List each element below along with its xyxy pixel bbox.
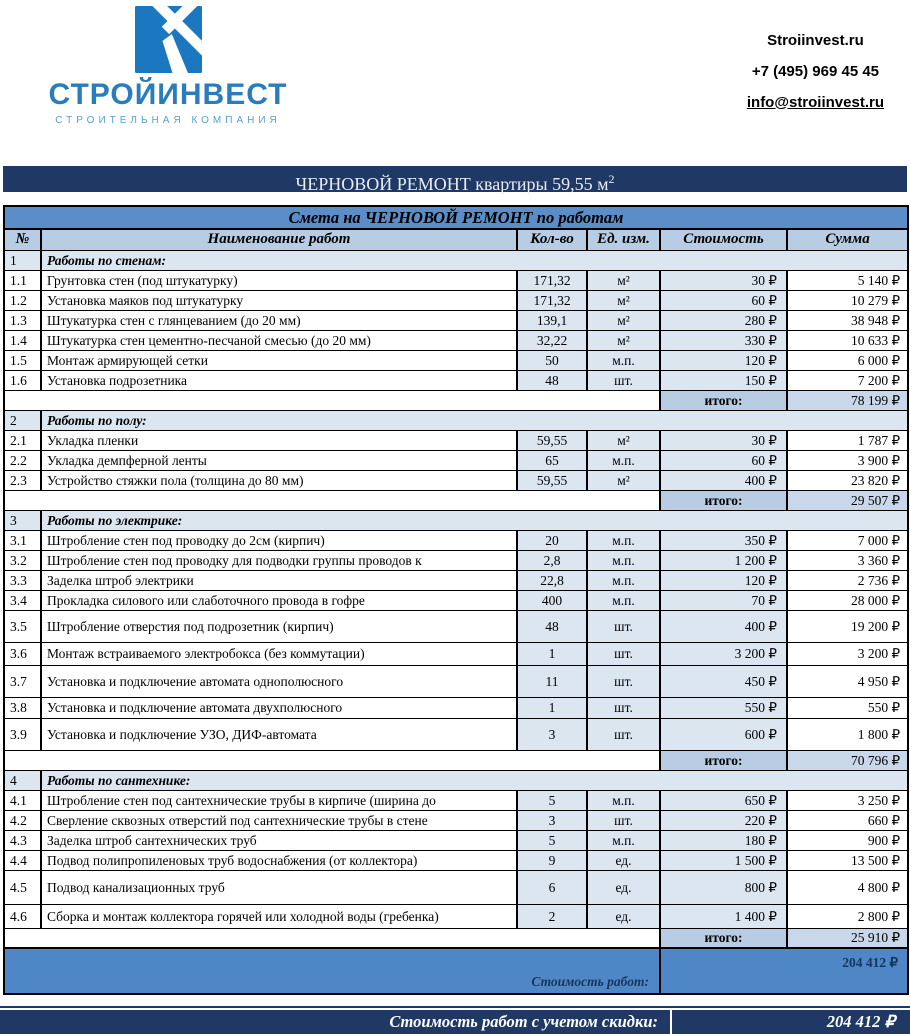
item-quantity: 22,8 [517,570,587,590]
subtotal-spacer [4,490,660,510]
works-total-label: Стоимость работ: [4,948,660,994]
item-price: 600 ₽ [660,718,787,750]
section-subtotal-row [4,490,908,510]
item-name: Монтаж армирующей сетки [41,350,517,370]
work-item-row [4,697,908,718]
item-name: Сборка и монтаж коллектора горячей или холодной воды (гребенка) [41,904,517,928]
work-item-row [4,810,908,830]
section-subtotal-row [4,928,908,948]
item-price: 120 ₽ [660,570,787,590]
item-price: 800 ₽ [660,870,787,904]
item-sum: 4 950 ₽ [787,665,908,697]
footer-top-line [0,1006,910,1008]
item-name: Установка и подключение автомата двухполюсного [41,697,517,718]
item-quantity: 50 [517,350,587,370]
item-unit: ед. [587,850,660,870]
item-unit: м.п. [587,570,660,590]
item-name: Штробление отверстия под подрозетник (кирпич) [41,610,517,642]
item-quantity: 65 [517,450,587,470]
item-price: 400 ₽ [660,470,787,490]
item-name: Штробление стен под проводку для подводки группы проводов к [41,550,517,570]
section-title: Работы по стенам: [41,250,908,270]
column-header-row [4,229,908,250]
item-unit: м.п. [587,550,660,570]
item-name: Укладка демпферной ленты [41,450,517,470]
brand-name: СТРОЙИНВЕСТ [48,78,288,111]
estimate-body [4,250,908,994]
item-sum: 2 736 ₽ [787,570,908,590]
item-name: Подвод полипропиленовых труб водоснабжения (от коллектора) [41,850,517,870]
item-number: 3.5 [4,610,41,642]
item-sum: 7 000 ₽ [787,530,908,550]
work-item-row [4,530,908,550]
item-name: Подвод канализационных труб [41,870,517,904]
item-sum: 7 200 ₽ [787,370,908,390]
item-number: 3.4 [4,590,41,610]
item-name: Установка и подключение УЗО, ДИФ-автомата [41,718,517,750]
section-header-row [4,770,908,790]
item-sum: 4 800 ₽ [787,870,908,904]
item-number: 4.4 [4,850,41,870]
item-price: 350 ₽ [660,530,787,550]
item-quantity: 3 [517,810,587,830]
page-title-superscript: 2 [608,172,615,186]
work-item-row [4,610,908,642]
item-name: Установка маяков под штукатурку [41,290,517,310]
item-unit: ед. [587,904,660,928]
item-number: 3.9 [4,718,41,750]
item-quantity: 1 [517,697,587,718]
subtotal-label: итого: [660,390,787,410]
item-unit: м² [587,290,660,310]
item-price: 650 ₽ [660,790,787,810]
item-number: 1.4 [4,330,41,350]
item-price: 1 200 ₽ [660,550,787,570]
section-number: 4 [4,770,41,790]
item-quantity: 32,22 [517,330,587,350]
item-number: 1.6 [4,370,41,390]
work-item-row [4,850,908,870]
item-sum: 6 000 ₽ [787,350,908,370]
item-sum: 38 948 ₽ [787,310,908,330]
item-sum: 1 787 ₽ [787,430,908,450]
item-price: 330 ₽ [660,330,787,350]
item-quantity: 48 [517,610,587,642]
work-item-row [4,830,908,850]
estimate-header-row [4,206,908,229]
item-price: 1 400 ₽ [660,904,787,928]
work-item-row [4,665,908,697]
item-quantity: 20 [517,530,587,550]
column-header-price: Стоимость [660,229,787,250]
subtotal-label: итого: [660,750,787,770]
item-unit: шт. [587,642,660,665]
item-name: Монтаж встраиваемого электробокса (без коммутации) [41,642,517,665]
item-quantity: 11 [517,665,587,697]
item-quantity: 2,8 [517,550,587,570]
item-number: 4.3 [4,830,41,850]
work-item-row [4,310,908,330]
item-sum: 900 ₽ [787,830,908,850]
item-price: 1 500 ₽ [660,850,787,870]
section-header-row [4,250,908,270]
work-item-row [4,290,908,310]
item-price: 220 ₽ [660,810,787,830]
section-title: Работы по электрике: [41,510,908,530]
item-name: Укладка пленки [41,430,517,450]
work-item-row [4,470,908,490]
item-name: Сверление сквозных отверстий под сантехнические трубы в стене [41,810,517,830]
work-item-row [4,590,908,610]
subtotal-spacer [4,750,660,770]
subtotal-spacer [4,928,660,948]
item-unit: м.п. [587,790,660,810]
item-unit: ед. [587,870,660,904]
item-name: Грунтовка стен (под штукатурку) [41,270,517,290]
discount-total-value: 204 412 ₽ [826,1012,895,1032]
item-sum: 5 140 ₽ [787,270,908,290]
item-sum: 28 000 ₽ [787,590,908,610]
item-number: 1.3 [4,310,41,330]
work-item-row [4,550,908,570]
logo-mark-icon [135,6,202,73]
column-header-quantity: Кол-во [517,229,587,250]
item-price: 70 ₽ [660,590,787,610]
section-subtotal-row [4,750,908,770]
work-item-row [4,570,908,590]
subtotal-value: 25 910 ₽ [787,928,908,948]
contact-info [747,4,884,164]
item-price: 400 ₽ [660,610,787,642]
item-sum: 3 360 ₽ [787,550,908,570]
section-number: 3 [4,510,41,530]
item-quantity: 5 [517,790,587,810]
item-number: 1.5 [4,350,41,370]
item-quantity: 1 [517,642,587,665]
item-name: Установка подрозетника [41,370,517,390]
item-sum: 23 820 ₽ [787,470,908,490]
column-header-name: Наименование работ [41,229,517,250]
item-sum: 13 500 ₽ [787,850,908,870]
item-price: 450 ₽ [660,665,787,697]
item-sum: 19 200 ₽ [787,610,908,642]
item-unit: шт. [587,370,660,390]
item-quantity: 3 [517,718,587,750]
estimate-table [3,205,909,995]
work-item-row [4,904,908,928]
section-number: 2 [4,410,41,430]
item-price: 3 200 ₽ [660,642,787,665]
item-price: 150 ₽ [660,370,787,390]
estimate-header-title: Смета на ЧЕРНОВОЙ РЕМОНТ по работам [4,206,908,229]
subtotal-spacer [4,390,660,410]
item-number: 3.7 [4,665,41,697]
item-name: Штукатурка стен цементно-песчаной смесью (до 20 мм) [41,330,517,350]
item-unit: м² [587,270,660,290]
item-number: 2.2 [4,450,41,470]
item-price: 60 ₽ [660,290,787,310]
item-number: 4.1 [4,790,41,810]
item-price: 280 ₽ [660,310,787,330]
item-number: 1.1 [4,270,41,290]
item-unit: м² [587,310,660,330]
item-unit: м.п. [587,830,660,850]
discount-total-label: Стоимость работ с учетом скидки: [389,1012,658,1032]
item-number: 3.6 [4,642,41,665]
item-unit: шт. [587,610,660,642]
item-sum: 3 900 ₽ [787,450,908,470]
item-unit: шт. [587,810,660,830]
company-logo [34,4,302,164]
item-quantity: 139,1 [517,310,587,330]
item-name: Устройство стяжки пола (толщина до 80 мм) [41,470,517,490]
item-sum: 3 250 ₽ [787,790,908,810]
item-unit: шт. [587,665,660,697]
item-quantity: 6 [517,870,587,904]
work-item-row [4,350,908,370]
item-price: 60 ₽ [660,450,787,470]
section-number: 1 [4,250,41,270]
item-quantity: 9 [517,850,587,870]
item-quantity: 48 [517,370,587,390]
item-quantity: 171,32 [517,270,587,290]
item-number: 4.2 [4,810,41,830]
item-unit: м² [587,330,660,350]
work-item-row [4,642,908,665]
item-sum: 1 800 ₽ [787,718,908,750]
contact-phone: +7 (495) 969 45 45 [751,62,880,80]
item-unit: м.п. [587,590,660,610]
work-item-row [4,430,908,450]
item-quantity: 59,55 [517,430,587,450]
work-item-row [4,370,908,390]
page-title: ЧЕРНОВОЙ РЕМОНТ квартиры 59,55 м [295,174,609,194]
item-price: 30 ₽ [660,270,787,290]
item-sum: 660 ₽ [787,810,908,830]
work-item-row [4,790,908,810]
item-name: Прокладка силового или слаботочного провода в гофре [41,590,517,610]
item-name: Штукатурка стен с глянцеванием (до 20 мм) [41,310,517,330]
works-total-value: 204 412 ₽ [660,948,908,994]
item-price: 180 ₽ [660,830,787,850]
subtotal-value: 78 199 ₽ [787,390,908,410]
subtotal-label: итого: [660,490,787,510]
title-band [3,166,907,192]
item-price: 120 ₽ [660,350,787,370]
column-header-unit: Ед. изм. [587,229,660,250]
section-title: Работы по полу: [41,410,908,430]
section-subtotal-row [4,390,908,410]
section-header-row [4,510,908,530]
section-header-row [4,410,908,430]
item-unit: м.п. [587,530,660,550]
item-sum: 3 200 ₽ [787,642,908,665]
work-item-row [4,870,908,904]
subtotal-value: 70 796 ₽ [787,750,908,770]
item-price: 30 ₽ [660,430,787,450]
item-quantity: 171,32 [517,290,587,310]
item-number: 3.2 [4,550,41,570]
contact-website: Stroiinvest.ru [767,32,864,49]
item-name: Штробление стен под сантехнические трубы в кирпиче (ширина до [41,790,517,810]
item-number: 3.3 [4,570,41,590]
item-number: 2.3 [4,470,41,490]
item-sum: 550 ₽ [787,697,908,718]
item-price: 550 ₽ [660,697,787,718]
item-unit: м² [587,470,660,490]
item-sum: 10 279 ₽ [787,290,908,310]
column-header-number: № [4,229,41,250]
work-item-row [4,450,908,470]
column-header-sum: Сумма [787,229,908,250]
work-item-row [4,330,908,350]
work-item-row [4,270,908,290]
subtotal-value: 29 507 ₽ [787,490,908,510]
item-quantity: 5 [517,830,587,850]
subtotal-label: итого: [660,928,787,948]
document-header [0,0,910,164]
item-number: 1.2 [4,290,41,310]
discount-total-bar [0,1010,910,1034]
item-quantity: 59,55 [517,470,587,490]
item-unit: шт. [587,697,660,718]
item-name: Заделка штроб сантехнических труб [41,830,517,850]
item-unit: м.п. [587,450,660,470]
item-number: 3.1 [4,530,41,550]
item-quantity: 400 [517,590,587,610]
section-title: Работы по сантехнике: [41,770,908,790]
item-unit: шт. [587,718,660,750]
brand-tagline: СТРОИТЕЛЬНАЯ КОМПАНИЯ [55,115,281,126]
contact-email-link[interactable]: info@stroiinvest.ru [746,93,884,111]
item-sum: 2 800 ₽ [787,904,908,928]
item-name: Заделка штроб электрики [41,570,517,590]
item-number: 4.6 [4,904,41,928]
item-name: Установка и подключение автомата однополюсного [41,665,517,697]
item-number: 3.8 [4,697,41,718]
item-number: 2.1 [4,430,41,450]
work-item-row [4,718,908,750]
item-unit: м.п. [587,350,660,370]
item-unit: м² [587,430,660,450]
item-sum: 10 633 ₽ [787,330,908,350]
item-name: Штробление стен под проводку до 2см (кирпич) [41,530,517,550]
item-quantity: 2 [517,904,587,928]
item-number: 4.5 [4,870,41,904]
works-total-row [4,948,908,994]
